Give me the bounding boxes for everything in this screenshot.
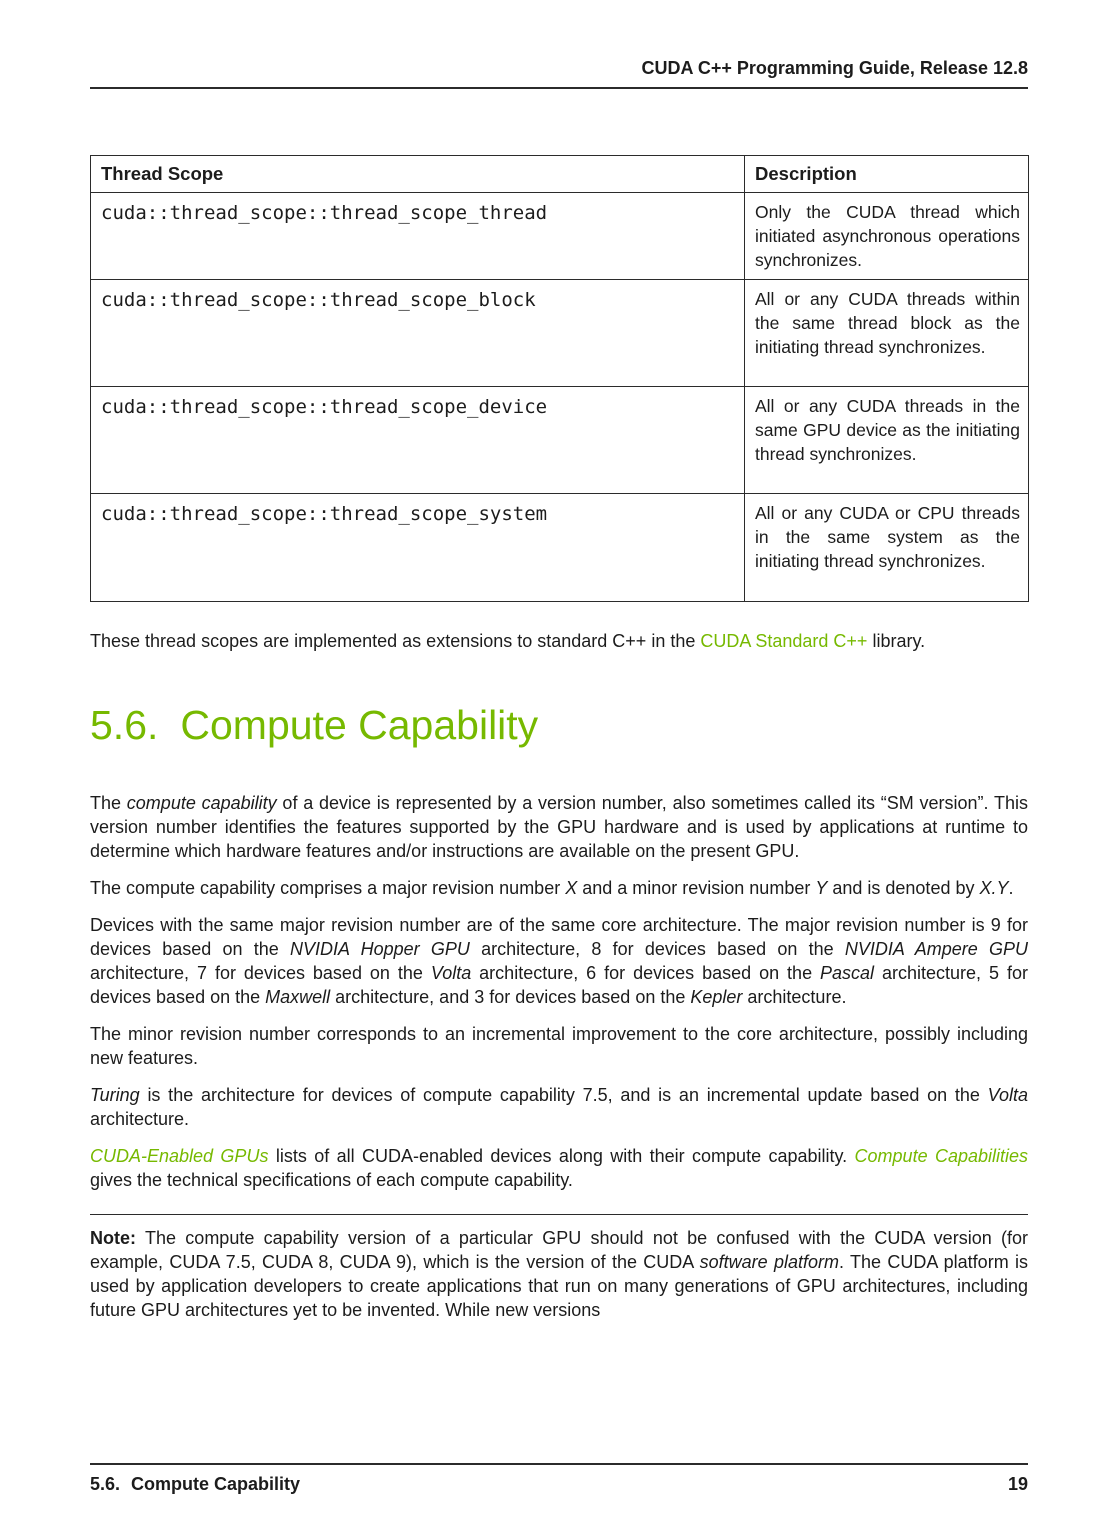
thread-scope-table	[90, 155, 1029, 602]
text-segment: compute capability	[126, 793, 277, 813]
text-segment: Turing	[90, 1085, 140, 1105]
paragraph	[90, 1083, 1028, 1131]
text-segment: software platform	[699, 1252, 840, 1272]
text-segment: is the architecture for devices of compute capability 7.5, and is an incremental update based on the	[139, 1085, 988, 1105]
text-segment: .	[1008, 878, 1014, 898]
text-segment: Volta	[430, 963, 472, 983]
text-segment: Maxwell	[265, 987, 331, 1007]
intro-paragraph	[90, 629, 1028, 653]
paragraph	[90, 876, 1028, 900]
text-segment: NVIDIA Hopper GPU	[290, 939, 470, 959]
text-segment: These thread scopes are implemented as extensions to standard C++ in the	[90, 631, 701, 651]
text-segment: Volta	[987, 1085, 1028, 1105]
scope-description: Only the CUDA thread which initiated asynchronous operations synchronizes.	[745, 193, 1029, 280]
page-header	[90, 57, 1028, 89]
footer-section-number: 5.6.	[90, 1474, 121, 1494]
section-heading	[90, 700, 1028, 750]
text-segment: architecture.	[742, 987, 847, 1007]
note-paragraph	[90, 1226, 1028, 1322]
table-row	[91, 193, 1029, 280]
paragraph	[90, 1022, 1028, 1070]
scope-description: All or any CUDA or CPU threads in the same system as the initiating thread synchronizes.	[745, 494, 1029, 602]
inline-link[interactable]: CUDA Standard C++	[700, 631, 868, 651]
text-segment: NVIDIA Ampere GPU	[844, 939, 1029, 959]
table-row	[91, 280, 1029, 387]
text-segment: X	[565, 878, 578, 898]
text-segment: The compute capability version of a particular GPU should not be confused with the CUDA version (for example, CUDA 7.5, CUDA 8, CUDA 9), which is the version of the CUDA	[90, 1228, 1028, 1272]
text-segment: and is denoted by	[827, 878, 980, 898]
text-segment: gives the technical specifications of each compute capability.	[90, 1170, 573, 1190]
inline-link[interactable]: Compute Capabilities	[854, 1146, 1029, 1166]
note-block	[90, 1214, 1028, 1322]
text-segment: of a device is represented by a version number, also sometimes called its “SM version”. This version number identifies the features supported by the GPU hardware and is used by applications at runtime to determine which hardware features and/or instructions are available on the present GPU.	[90, 793, 1028, 861]
text-segment: architecture, 6 for devices based on the	[471, 963, 821, 983]
text-segment: architecture.	[90, 1109, 190, 1129]
text-segment: lists of all CUDA-enabled devices along with their compute capability.	[268, 1146, 855, 1166]
text-segment: architecture, 5 for devices based on the	[90, 963, 1028, 1007]
text-segment: X.Y	[979, 878, 1009, 898]
inline-link[interactable]: CUDA-Enabled GPUs	[90, 1146, 269, 1166]
section-number: 5.6.	[90, 702, 159, 748]
text-segment: library.	[867, 631, 926, 651]
text-segment: Note:	[90, 1228, 136, 1248]
scope-code: cuda::thread_scope::thread_scope_thread	[91, 193, 745, 280]
page-footer	[90, 1463, 1028, 1495]
column-header-description: Description	[745, 156, 1029, 193]
header-title: CUDA C++ Programming Guide, Release 12.8	[641, 58, 1028, 78]
text-segment: Y	[815, 878, 828, 898]
table-row	[91, 387, 1029, 494]
text-segment: Pascal	[820, 963, 875, 983]
column-header-thread-scope: Thread Scope	[91, 156, 745, 193]
text-segment: The minor revision number corresponds to an incremental improvement to the core architecture, possibly including new features.	[90, 1024, 1028, 1068]
page-number: 19	[1007, 1474, 1028, 1494]
paragraph	[90, 791, 1028, 863]
footer-section-label	[90, 1474, 300, 1495]
scope-code: cuda::thread_scope::thread_scope_device	[91, 387, 745, 494]
text-segment: and a minor revision number	[577, 878, 816, 898]
footer-section-title: Compute Capability	[131, 1474, 301, 1494]
text-segment: architecture, 8 for devices based on the	[469, 939, 845, 959]
text-segment: architecture, and 3 for devices based on the	[330, 987, 691, 1007]
text-segment: Kepler	[690, 987, 743, 1007]
scope-code: cuda::thread_scope::thread_scope_block	[91, 280, 745, 387]
text-segment: . The CUDA platform is used by application developers to create applications that run on many generations of GPU architectures, including future GPU architectures yet to be invented. While new versions	[90, 1252, 1028, 1320]
text-segment: The compute capability comprises a major revision number	[90, 878, 566, 898]
table-header-row	[91, 156, 1029, 193]
paragraph	[90, 1144, 1028, 1192]
text-segment: The	[90, 793, 127, 813]
table-row	[91, 494, 1029, 602]
text-segment: Devices with the same major revision number are of the same core architecture. The major revision number is 9 for devices based on the	[90, 915, 1028, 959]
scope-code: cuda::thread_scope::thread_scope_system	[91, 494, 745, 602]
scope-description: All or any CUDA threads in the same GPU device as the initiating thread synchronizes.	[745, 387, 1029, 494]
paragraph	[90, 913, 1028, 1009]
text-segment: architecture, 7 for devices based on the	[90, 963, 431, 983]
section-title: Compute Capability	[180, 702, 539, 748]
scope-description: All or any CUDA threads within the same thread block as the initiating thread synchronizes.	[745, 280, 1029, 387]
